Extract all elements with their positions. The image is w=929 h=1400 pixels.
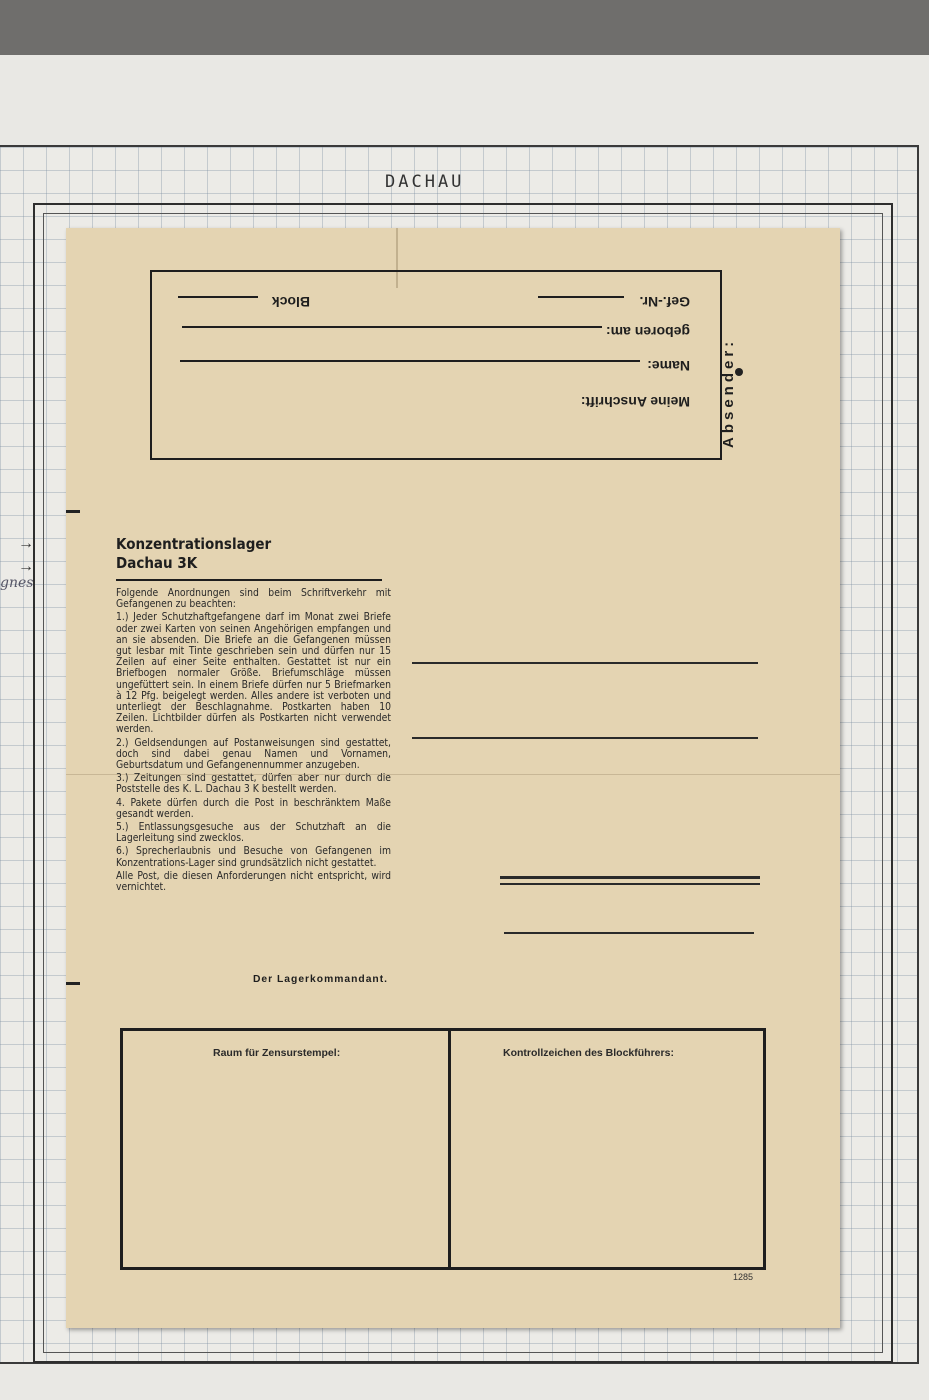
rule-item: 6.) Sprecherlaubnis und Besuche von Gefangenen im Konzentrations-Lager sind grundsätzlich nicht gestattet. — [116, 845, 391, 869]
rule-item: 2.) Geldsendungen auf Postanweisungen sind gestattet, doch sind dabei genau Namen und Vornamen, Geburtsdatum und Gefangenennummer anzugeben. — [116, 736, 391, 772]
censor-stamp-label: Raum für Zensurstempel: — [213, 1047, 341, 1059]
address-line[interactable] — [412, 737, 758, 739]
block-leader-mark-label: Kontrollzeichen des Blockführers: — [503, 1047, 674, 1059]
rule-item: 1.) Jeder Schutzhaftgefangene darf im Monat zwei Briefe oder zwei Karten von seinen Angehörigen empfangen und an sie absenden. Die Briefe an die Gefangenen müssen gut lesbar mit Tinte geschrieben sein und dürfen nur 15 Zeilen auf einer Seite enthalten. Gestattet ist nur ein Briefbogen normaler Größe. Briefumschläge müssen ungefüttert sein. In einem Briefe dürfen nur 5 Briefmarken à 12 Pfg. beigelegt werden. Alles andere ist verboten und unterliegt der Beschlagnahme. Postkarten haben 10 Zeilen. Lichtbilder dürfen als Postkarten nicht verwendet werden. — [116, 611, 391, 736]
born-label: geboren am: — [605, 324, 690, 340]
album-heading: DACHAU — [385, 172, 465, 192]
address-line[interactable] — [500, 883, 760, 885]
prisoner-number-label: Gef.-Nr. — [639, 294, 690, 310]
censor-control-box — [120, 1028, 766, 1270]
camp-title-line1: Konzentrationslager — [116, 535, 272, 553]
address-line[interactable] — [504, 932, 754, 934]
punch-mark — [66, 510, 80, 513]
arrow-icon: → — [18, 558, 34, 575]
camp-title-line2: Dachau 3K — [116, 554, 198, 572]
arrow-icon: → — [18, 535, 34, 552]
box-divider — [448, 1031, 451, 1267]
name-label: Name: — [647, 358, 690, 374]
rule-item: 4. Pakete dürfen durch die Post in beschränktem Maße gesandt werden. — [116, 796, 391, 820]
block-line[interactable] — [178, 296, 258, 298]
block-label: Block — [271, 294, 310, 310]
margin-note: gnes — [0, 575, 34, 591]
born-line[interactable] — [182, 326, 602, 328]
sender-box — [150, 270, 737, 460]
rules-closing: Alle Post, die diesen Anforderungen nicht entspricht, wird vernichtet. — [116, 869, 391, 894]
my-address-label: Meine Anschrift: — [580, 394, 690, 410]
address-line[interactable] — [500, 876, 760, 879]
rule-item: 5.) Entlassungsgesuche aus der Schutzhaft an die Lagerleitung sind zwecklos. — [116, 821, 391, 845]
name-line[interactable] — [180, 360, 640, 362]
form-number: 1285 — [733, 1272, 754, 1282]
letter-sheet — [66, 228, 840, 1328]
sender-title: Absender: — [720, 337, 737, 448]
rules-intro: Folgende Anordnungen sind beim Schriftverkehr mit Gefangenen zu beachten: — [116, 587, 391, 611]
prisoner-number-line[interactable] — [538, 296, 624, 298]
title-rule — [116, 579, 382, 581]
punch-mark — [66, 982, 80, 985]
address-line[interactable] — [412, 662, 758, 664]
camp-title — [116, 535, 271, 573]
signature: Der Lagerkommandant. — [252, 974, 388, 985]
rules-text — [116, 588, 391, 895]
rule-item: 3.) Zeitungen sind gestattet, dürfen aber nur durch die Poststelle des K. L. Dachau 3 K bestellt werden. — [116, 772, 391, 796]
